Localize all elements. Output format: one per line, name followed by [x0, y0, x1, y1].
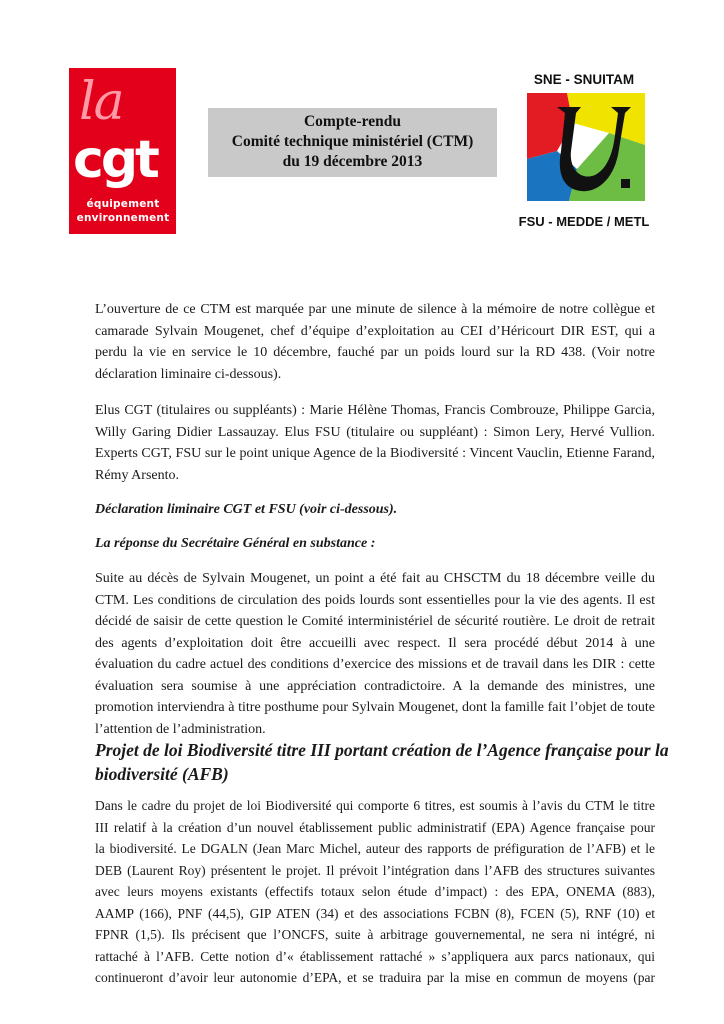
title-line-2: Comité technique ministériel (CTM): [231, 133, 474, 150]
sg-line: l’attention de l’administration.: [95, 721, 266, 737]
afb-line: continueront d’avoir leur autonomie d’EPA, et se traduira par la mise en commun de moyens (par: [95, 970, 655, 985]
afb-line: la biodiversité. Le DGALN (Jean Marc Michel, auteur des rapports de préfiguration de l’AFB) et le: [95, 841, 655, 856]
heading-line: Projet de loi Biodiversité titre III portant création de l’Agence française pour la: [95, 740, 669, 760]
elus-line: Willy Garing Didier Lassauzay. Elus FSU (titulaire ou suppléant) : Simon Lery, Hervé Vullion.: [95, 424, 655, 440]
intro-paragraph: [95, 299, 655, 385]
afb-section-heading: [95, 738, 669, 786]
elus-line: Rémy Arsento.: [95, 467, 179, 483]
snuitam-logo-bottom-text: FSU - MEDDE / METL: [518, 214, 650, 229]
snuitam-logo: [527, 93, 645, 201]
afb-paragraph: [95, 795, 655, 989]
document-title-box: [208, 108, 497, 177]
sg-response-paragraph: [95, 568, 655, 740]
declaration-text: Déclaration liminaire CGT et FSU (voir ci-dessous).: [95, 502, 398, 517]
sg-line: évaluation sera soumise à une appréciation contradictoire. A la demande des ministres, une: [95, 678, 655, 694]
sg-line: évaluation du cadre actuel des conditions d’exercice des missions et de travail dans les DIR : cette: [95, 657, 655, 672]
cgt-logo-la-text: la: [79, 72, 123, 132]
snuitam-logo-top-text: SNE - SNUITAM: [533, 72, 635, 87]
heading-line: biodiversité (AFB): [95, 764, 229, 784]
intro-line: L’ouverture de ce CTM est marquée par une minute de silence à la mémoire de notre collègue et: [95, 302, 655, 317]
reponse-sg-label: [95, 533, 655, 555]
afb-line: FPNR (1,5). Ils précisent que l’ONCFS, suite à arbitrage gouvernemental, ne sera ni intégré, ni: [95, 927, 655, 942]
sg-line: Suite au décès de Sylvain Mougenet, un point a été fait au CHSCTM du 18 décembre veille du: [95, 571, 655, 586]
afb-line: III relatif à la création d’un nouvel établissement public administratif (EPA) Agence française pour: [95, 819, 655, 835]
reponse-text: La réponse du Secrétaire Général en substance :: [95, 536, 376, 551]
cgt-logo-sub1: équipement: [86, 198, 160, 210]
intro-line: déclaration liminaire ci-dessous).: [95, 366, 282, 382]
elus-paragraph: [95, 400, 655, 486]
afb-line: avec leurs moyens existants (effectifs totaux selon étude d’impact) : des EPA, ONEMA (883),: [95, 884, 655, 899]
intro-line: perdu la vie en service le 10 décembre, fauché par un poids lourd sur la RD 438. (Voir notre: [95, 345, 655, 360]
title-line-3: du 19 décembre 2013: [282, 153, 423, 170]
afb-line: Dans le cadre du projet de loi Biodiversité qui comporte 6 titres, est soumis à l’avis du CTM le titre: [95, 798, 655, 813]
sg-line: CTM. Les conditions de circulation des poids lourds sont essentielles pour la vie des agents. Il est: [95, 592, 655, 608]
cgt-logo-sub2: environnement: [76, 212, 170, 224]
cgt-logo: [69, 68, 176, 234]
sg-line: des agents d’exploitation doit être accueilli avec respect. Il sera procédé début 2014 à une: [95, 635, 655, 651]
declaration-liminaire-label: [95, 499, 655, 521]
elus-line: Experts CGT, FSU sur le point unique Agence de la Biodiversité : Vincent Vauclin, Etienne Farand,: [95, 446, 655, 461]
afb-line: AAMP (166), PNF (44,5), GIP ATEN (34) et des associations FCBN (8), FCEN (5), RNF (10) et: [95, 905, 655, 921]
afb-line: rattaché à l’AFB. Cette notion d’« établissement rattaché » s’appliquera aux parcs nationaux, qui: [95, 948, 655, 964]
title-line-1: Compte-rendu: [303, 113, 402, 130]
afb-line: DEB (Laurent Roy) présentent le projet. Il prévoit l’intégration dans l’AFB des structures suivantes: [95, 862, 655, 878]
intro-line: camarade Sylvain Mougenet, chef d’équipe d’exploitation au CEI d’Héricourt DIR EST, qui a: [95, 323, 655, 339]
elus-line: Elus CGT (titulaires ou suppléants) : Marie Hélène Thomas, Francis Combrouze, Philippe Garcia,: [95, 403, 655, 418]
cgt-logo-main-text: cgt: [73, 130, 157, 190]
sg-line: décidé de saisir de cette question le Comité interministériel de sécurité routière. Le droit de retrait: [95, 614, 655, 629]
sg-line: promotion interviendra à titre posthume pour Sylvain Mougenet, dont la famille fait l’objet de toute: [95, 700, 655, 715]
